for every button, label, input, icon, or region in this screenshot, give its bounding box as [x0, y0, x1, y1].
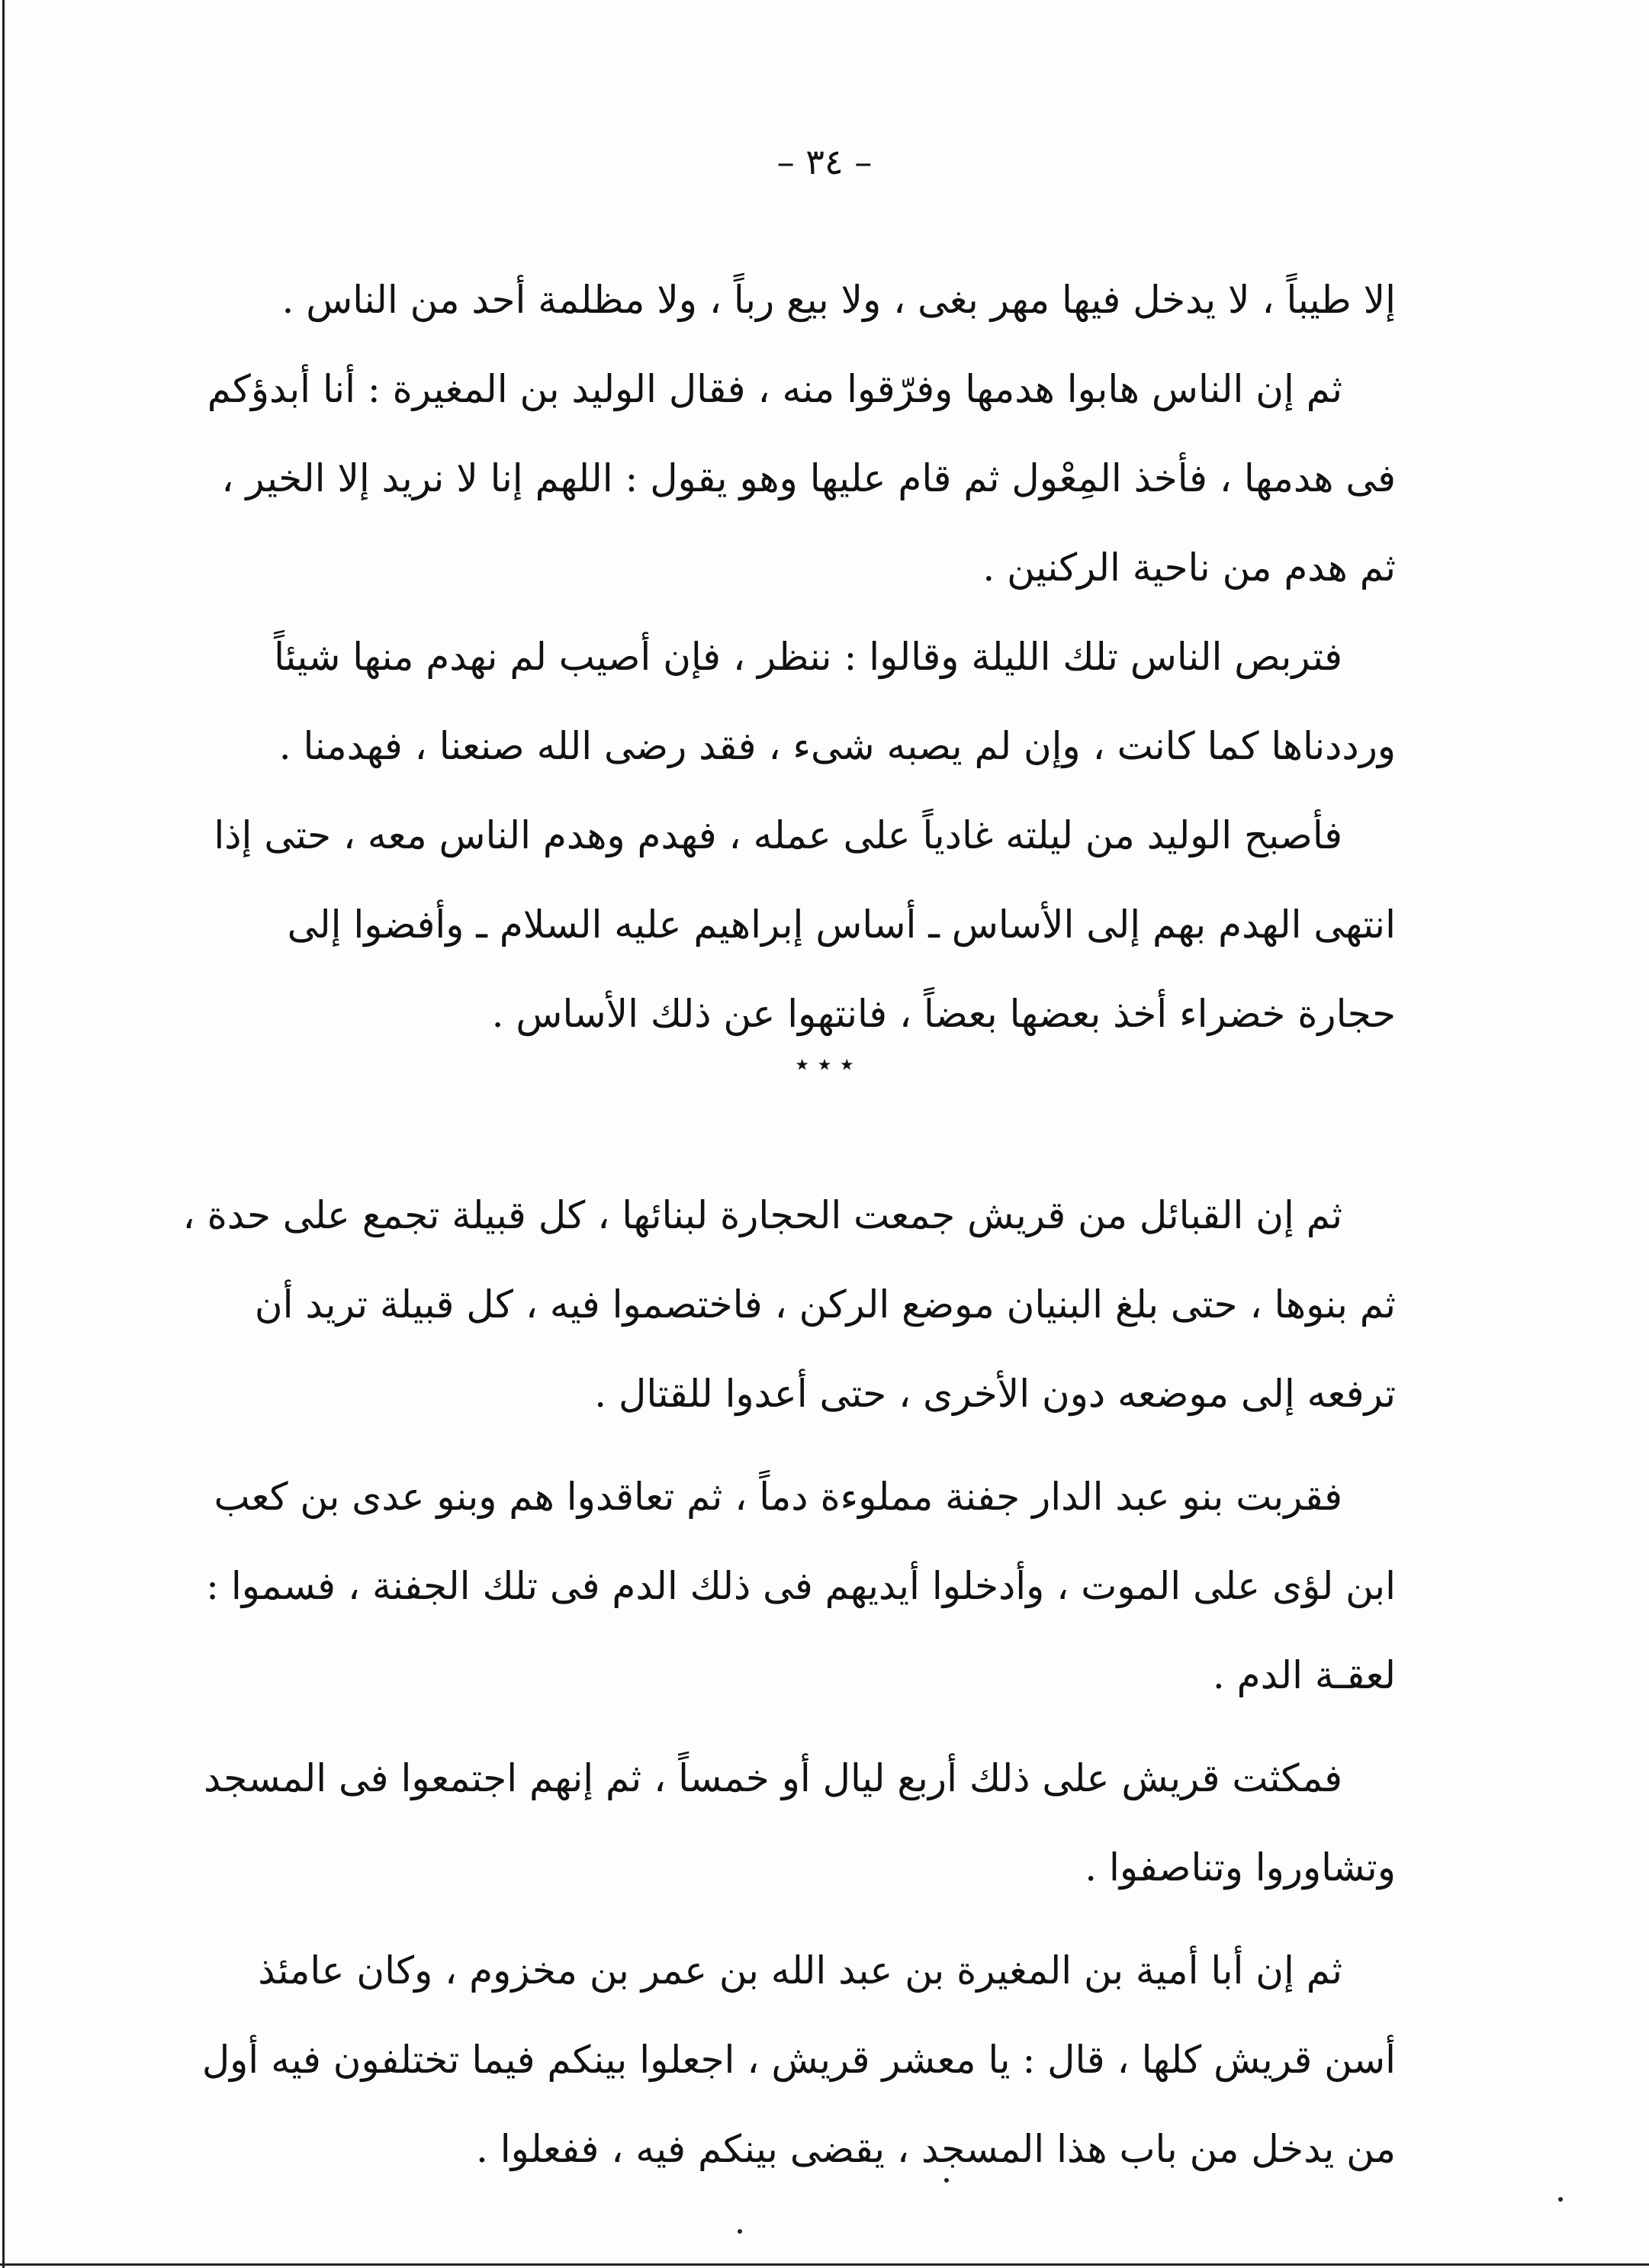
text-line: ثم إن القبائل من قريش جمعت الحجارة لبنائها ، كل قبيلة تجمع على حدة ، — [182, 1193, 1342, 1237]
text-line: لعقـة الدم . — [1212, 1653, 1396, 1697]
text-line: وتشاوروا وتناصفوا . — [1085, 1845, 1396, 1890]
scan-speck — [1558, 2197, 1563, 2202]
text-line: فتربص الناس تلك الليلة وقالوا : ننظر ، فإن أصيب لم نهدم منها شيئاً — [274, 635, 1342, 679]
text-line: ابن لؤى على الموت ، وأدخلوا أيديهم فى ذلك الدم فى تلك الجفنة ، فسموا : — [206, 1564, 1396, 1608]
text-line: إلا طيباً ، لا يدخل فيها مهر بغى ، ولا بيع رباً ، ولا مظلمة أحد من الناس . — [281, 278, 1396, 322]
section-separator: ٭ ٭ ٭ — [795, 1049, 854, 1079]
page-border-left — [2, 0, 5, 2268]
text-block-bottom — [182, 1171, 1396, 2194]
page-border-bottom — [0, 2263, 1649, 2266]
paragraph-gap — [305, 1439, 1396, 1452]
text-block-top — [207, 256, 1396, 1059]
text-line: انتهى الهدم بهم إلى الأساس ـ أساس إبراهيم عليه السلام ـ وأفضوا إلى — [287, 902, 1396, 947]
text-line: فى هدمها ، فأخذ المِعْول ثم قام عليها وهو يقول : اللهم إنا لا نريد إلا الخير ، — [221, 456, 1396, 500]
page-number: – ٣٤ – — [776, 141, 873, 182]
text-line: ثم إن أبا أمية بن المغيرة بن عبد الله بن عمر بن مخزوم ، وكان عامئذ — [258, 1948, 1342, 1993]
text-line: ثم هدم من ناحية الركنين . — [982, 545, 1396, 590]
text-line: حجارة خضراء أخذ بعضها بعضاً ، فانتهوا عن ذلك الأساس . — [491, 992, 1396, 1036]
text-line: ثم إن الناس هابوا هدمها وفرّقوا منه ، فقال الوليد بن المغيرة : أنا أبدؤكم — [207, 367, 1342, 411]
text-line: أسن قريش كلها ، قال : يا معشر قريش ، اجعلوا بينكم فيما تختلفون فيه أول — [201, 2038, 1396, 2082]
text-line: فقربت بنو عبد الدار جفنة مملوءة دماً ، ثم تعاقدوا هم وبنو عدى بن كعب — [214, 1475, 1342, 1519]
paragraph-gap — [305, 1913, 1396, 1926]
text-line: فأصبح الوليد من ليلته غادياً على عمله ، فهدم وهدم الناس معه ، حتى إذا — [214, 813, 1342, 857]
scan-speck — [738, 2229, 742, 2234]
text-line: من يدخل من باب هذا المسجد ، يقضى بينكم فيه ، ففعلوا . — [475, 2127, 1396, 2171]
text-line: ثم بنوها ، حتى بلغ البنيان موضع الركن ، فاختصموا فيه ، كل قبيلة تريد أن — [254, 1282, 1396, 1327]
paragraph-gap — [305, 1720, 1396, 1734]
text-line: ورددناها كما كانت ، وإن لم يصبه شىء ، فقد رضى الله صنعنا ، فهدمنا . — [278, 724, 1396, 768]
scan-speck — [944, 2178, 949, 2183]
text-line: ترفعه إلى موضعه دون الأخرى ، حتى أعدوا للقتال . — [594, 1372, 1396, 1416]
text-line: فمكثت قريش على ذلك أربع ليال أو خمساً ، ثم إنهم اجتمعوا فى المسجد — [203, 1756, 1342, 1800]
